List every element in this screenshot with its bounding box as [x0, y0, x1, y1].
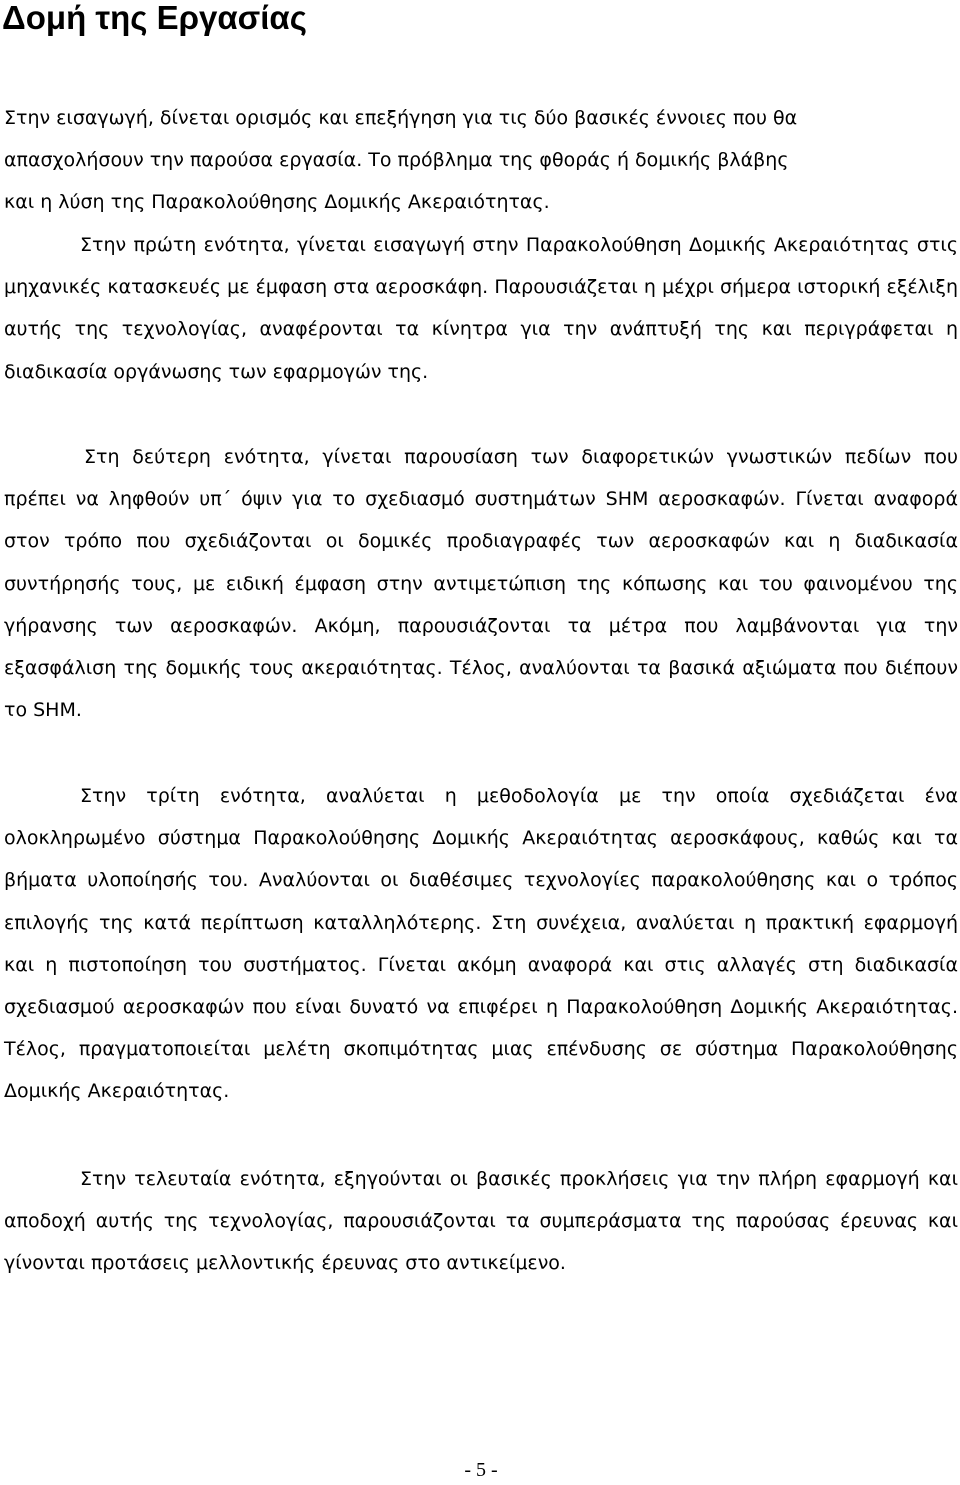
section-2-paragraph: Στη δεύτερη ενότητα, γίνεται παρουσίαση των διαφορετικών γνωστικών πεδίων που πρέπει να ληφθούν υπ΄ όψιν για το σχεδιασμό συστημάτων SHM αεροσκαφών. Γίνεται αναφορά στον τρόπο που σχεδιάζονται οι δομικές προδιαγραφές των αεροσκαφών και η διαδικασία συντήρησής τους, με ειδική έμφαση στην αντιμετώπιση της κόπωσης και του φαινομένου της γήρανσης των αεροσκαφών. Ακόμη, παρουσιάζονται τα μέτρα που λαμβάνονται για την εξασφάλιση της δομικής τους ακεραιότητας. Τέλος, αναλύονται τα βασικά αξιώματα που διέπουν το SHM. — [4, 446, 958, 722]
section-3-paragraph: Στην τρίτη ενότητα, αναλύεται η μεθοδολογία με την οποία σχεδιάζεται ένα ολοκληρωμένο σύστημα Παρακολούθησης Δομικής Ακεραιότητας αεροσκάφους, καθώς και τα βήματα υλοποίησής του. Αναλύονται οι διαθέσιμες τεχνολογίες παρακολούθησης και ο τρόπος επιλογής της κατά περίπτωση καταλληλότερης. Στη συνέχεια, αναλύεται η πρακτική εφαρμογή και η πιστοποίηση του συστήματος. Γίνεται ακόμη αναφορά και στις αλλαγές στη διαδικασία σχεδιασμού αεροσκαφών που είναι δυνατό να επιφέρει η Παρακολούθηση Δομικής Ακεραιότητας. Τέλος, πραγματοποιείται μελέτη σκοπιμότητας μιας επένδυσης σε σύστημα Παρακολούθησης Δομικής Ακεραιότητας. — [4, 785, 958, 1103]
intro-paragraph — [4, 97, 958, 224]
intro-line: Στην εισαγωγή, δίνεται ορισμός και επεξήγηση για τις δύο βασικές έννοιες που θα — [4, 107, 798, 129]
page-number: - 5 - — [464, 1459, 498, 1481]
intro-line: απασχολήσουν την παρούσα εργασία. Το πρόβλημα της φθοράς ή δομικής βλάβης — [4, 149, 789, 172]
intro-line: και η λύση της Παρακολούθησης Δομικής Ακεραιότητας. — [4, 191, 550, 214]
final-section-paragraph: Στην τελευταία ενότητα, εξηγούνται οι βασικές προκλήσεις για την πλήρη εφαρμογή και αποδοχή αυτής της τεχνολογίας, παρουσιάζονται τα συμπεράσματα της παρούσας έρευνας και γίνονται προτάσεις μελλοντικής έρευνας στο αντικείμενο. — [4, 1168, 958, 1275]
page-footer — [0, 1458, 960, 1482]
section-1-paragraph: Στην πρώτη ενότητα, γίνεται εισαγωγή στην Παρακολούθηση Δομικής Ακεραιότητας στις μηχανικές κατασκευές με έμφαση στα αεροσκάφη. Παρουσιάζεται η μέχρι σήμερα ιστορική εξέλιξη αυτής της τεχνολογίας, αναφέρονται τα κίνητρα για την ανάπτυξή της και περιγράφεται η διαδικασία οργάνωσης των εφαρμογών της. — [4, 234, 958, 383]
page-title: Δομή της Εργασίας — [2, 0, 307, 36]
